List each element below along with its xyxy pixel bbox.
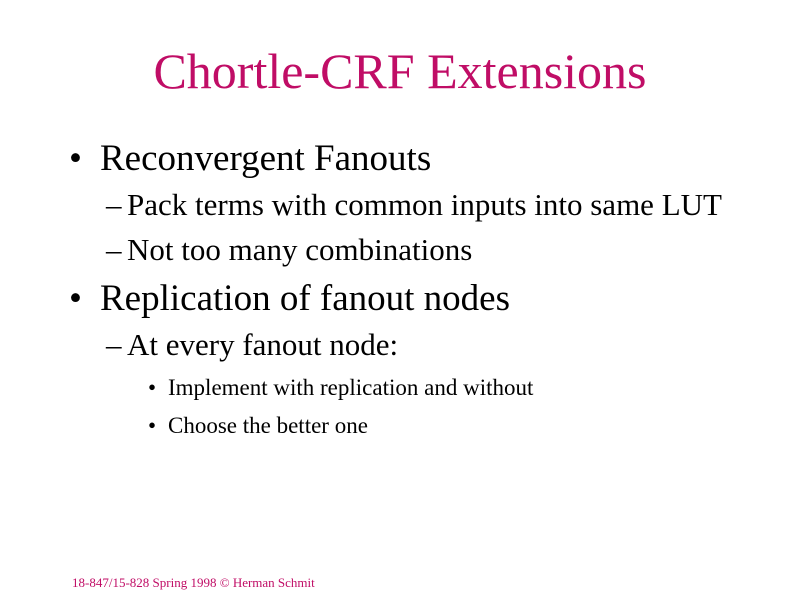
bullet-icon: •	[148, 375, 157, 400]
bullet-icon: •	[69, 138, 82, 179]
bullet-text: Choose the better one	[168, 413, 368, 438]
bullet-line-replication	[69, 280, 510, 317]
bullet-line-reconvergent-fanouts	[69, 140, 431, 177]
bullet-line-pack-terms	[106, 189, 722, 220]
dash-icon: –	[106, 327, 122, 362]
bullet-icon: •	[69, 278, 82, 319]
bullet-line-choose-better	[148, 414, 368, 437]
bullet-text: Not too many combinations	[127, 232, 473, 267]
bullet-text: Implement with replication and without	[168, 375, 534, 400]
bullet-line-implement	[148, 376, 533, 399]
bullet-text: Replication of fanout nodes	[100, 278, 510, 319]
slide-title: Chortle-CRF Extensions	[153, 43, 647, 99]
bullet-line-at-every-fanout	[106, 329, 398, 360]
dash-icon: –	[106, 187, 122, 222]
dash-icon: –	[106, 232, 122, 267]
bullet-text: At every fanout node:	[127, 327, 399, 362]
bullet-text: Reconvergent Fanouts	[100, 138, 432, 179]
bullet-icon: •	[148, 413, 157, 438]
bullet-line-not-too-many	[106, 234, 472, 265]
footer-course-credit: 18-847/15-828 Spring 1998 © Herman Schmit	[72, 575, 315, 590]
bullet-text: Pack terms with common inputs into same LUT	[127, 187, 722, 222]
